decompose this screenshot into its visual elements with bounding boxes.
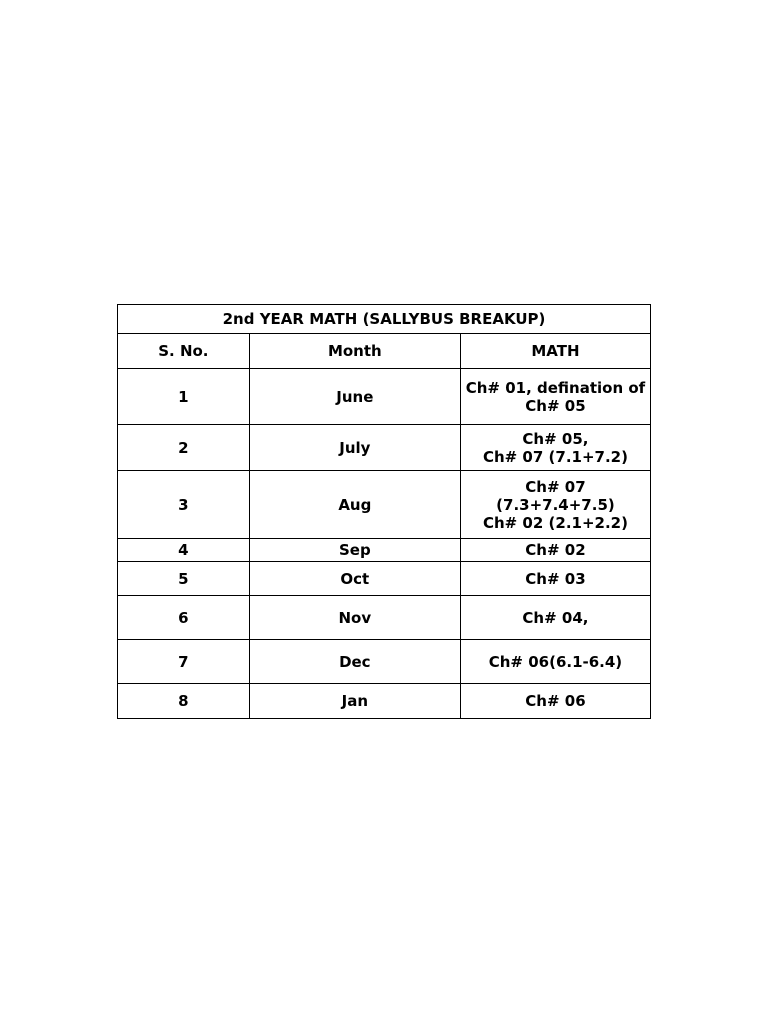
table-row — [118, 640, 651, 684]
table-title-row — [118, 305, 651, 334]
cell-month: Dec — [249, 640, 460, 684]
cell-month: Aug — [249, 471, 460, 539]
cell-math — [460, 425, 650, 471]
cell-math-text: Ch# 02 — [525, 541, 586, 559]
cell-month: July — [249, 425, 460, 471]
cell-sno: 8 — [118, 684, 250, 719]
cell-math — [460, 684, 650, 719]
table-row — [118, 539, 651, 562]
cell-sno: 4 — [118, 539, 250, 562]
cell-month: Nov — [249, 596, 460, 640]
cell-month: June — [249, 369, 460, 425]
cell-sno: 5 — [118, 562, 250, 596]
cell-sno: 2 — [118, 425, 250, 471]
cell-math — [460, 539, 650, 562]
cell-math — [460, 562, 650, 596]
cell-sno: 6 — [118, 596, 250, 640]
cell-math-text: Ch# 06(6.1-6.4) — [488, 652, 623, 671]
table-title: 2nd YEAR MATH (SALLYBUS BREAKUP) — [118, 305, 651, 334]
header-sno: S. No. — [118, 334, 250, 369]
header-month: Month — [249, 334, 460, 369]
table-row — [118, 562, 651, 596]
table-header-row — [118, 334, 651, 369]
cell-month: Sep — [249, 539, 460, 562]
cell-math-text: Ch# 07 (7.3+7.4+7.5) Ch# 02 (2.1+2.2) — [482, 477, 628, 532]
cell-sno: 1 — [118, 369, 250, 425]
cell-math-text: Ch# 03 — [525, 569, 586, 588]
cell-month: Oct — [249, 562, 460, 596]
table-row — [118, 596, 651, 640]
cell-math — [460, 471, 650, 539]
cell-math — [460, 640, 650, 684]
table-row — [118, 369, 651, 425]
table-row — [118, 425, 651, 471]
cell-month: Jan — [249, 684, 460, 719]
syllabus-table — [117, 304, 651, 719]
cell-sno: 3 — [118, 471, 250, 539]
cell-math-text: Ch# 01, defination of Ch# 05 — [465, 378, 646, 415]
cell-sno: 7 — [118, 640, 250, 684]
cell-math-text: Ch# 05, Ch# 07 (7.1+7.2) — [482, 429, 628, 466]
cell-math-text: Ch# 04, — [522, 608, 589, 627]
cell-math-text: Ch# 06 — [525, 692, 586, 710]
header-math: MATH — [460, 334, 650, 369]
table-row — [118, 684, 651, 719]
cell-math — [460, 596, 650, 640]
cell-math — [460, 369, 650, 425]
table-row — [118, 471, 651, 539]
